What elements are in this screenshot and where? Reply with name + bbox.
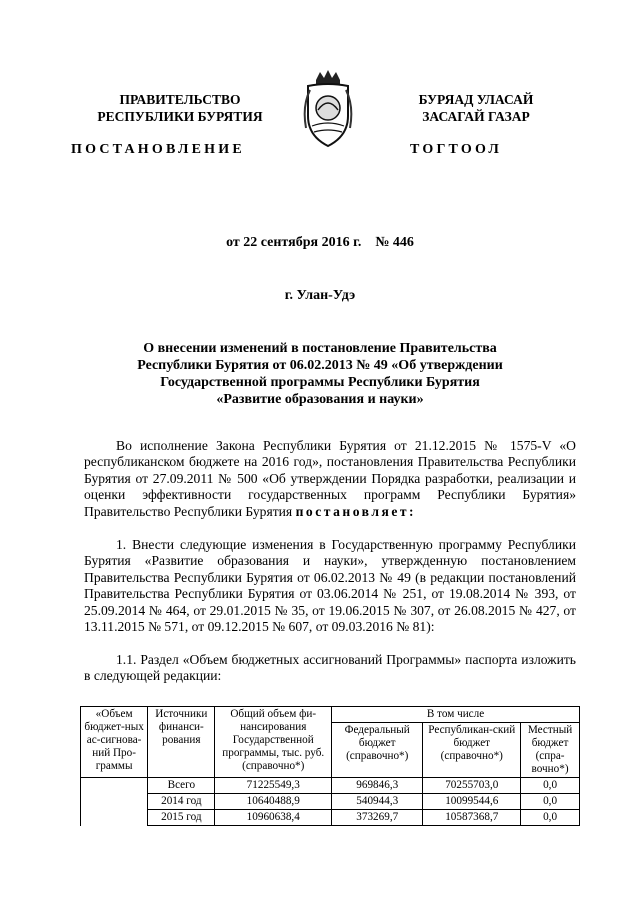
table-cell-local: 0,0 bbox=[521, 810, 580, 826]
table-cell-republic: 70255703,0 bbox=[423, 778, 521, 794]
city: г. Улан-Удэ bbox=[284, 288, 356, 303]
doc-type-right: ТОГТООЛ bbox=[410, 142, 503, 157]
table-header-col3: Общий объем фи-нансирования Государственной программы, тыс. руб. (справочно*) bbox=[215, 707, 332, 778]
table-row bbox=[81, 810, 580, 826]
table-cell-republic: 10099544,6 bbox=[423, 794, 521, 810]
doc-type-left: ПОСТАНОВЛЕНИЕ bbox=[71, 142, 245, 157]
header-right bbox=[376, 91, 576, 125]
preamble-resolves: постановляет: bbox=[295, 503, 417, 519]
table-cell-republic: 10587368,7 bbox=[423, 810, 521, 826]
paragraph-preamble bbox=[84, 438, 576, 520]
table-cell-label: 2014 год bbox=[148, 794, 215, 810]
header-left bbox=[80, 91, 280, 125]
table-header-col4: Федеральный бюджет (справочно*) bbox=[332, 723, 423, 778]
coat-of-arms-icon bbox=[298, 66, 358, 156]
table-cell-local: 0,0 bbox=[521, 778, 580, 794]
table-header-col5: Республикан-ский бюджет (справочно*) bbox=[423, 723, 521, 778]
paragraph-item-1-1: 1.1. Раздел «Объем бюджетных ассигнований Программы» паспорта изложить в следующей редакции: bbox=[84, 652, 576, 684]
table-cell-empty bbox=[81, 778, 148, 826]
table-cell-federal: 373269,7 bbox=[332, 810, 423, 826]
preamble-text: Во исполнение Закона Республики Бурятия от 21.12.2015 № 1575-V «О республиканском бюджете на 2016 год», постановления Правительства Республики Бурятия от 27.09.2011 № 500 «Об утверждении Порядка разработки, реализации и оценки эффективности государственных программ Республики Бурятия» Правительство Республики Бурятия bbox=[84, 438, 576, 519]
table-cell-total: 71225549,3 bbox=[215, 778, 332, 794]
table-header-col6: Местный бюджет (спра-вочно*) bbox=[521, 723, 580, 778]
header-left-line1: ПРАВИТЕЛЬСТВО bbox=[119, 92, 241, 107]
title-line4: «Развитие образования и науки» bbox=[216, 392, 424, 407]
table-cell-federal: 969846,3 bbox=[332, 778, 423, 794]
table-cell-label: Всего bbox=[148, 778, 215, 794]
title-line3: Государственной программы Республики Бурятия bbox=[160, 375, 480, 390]
table-header-col1: «Объем бюджет-ных ас-сигнова-ний Про-граммы bbox=[81, 707, 148, 778]
paragraph-item-1: 1. Внести следующие изменения в Государственную программу Республики Бурятия «Развитие образования и науки», утвержденную постановлением Правительства Республики Бурятия от 06.02.2013 № 49 (в редакции постановлений Правительства Республики Бурятия от 03.06.2014 № 251, от 19.08.2014 № 393, от 25.09.2014 № 464, от 29.01.2015 № 35, от 19.06.2015 № 307, от 26.08.2015 № 427, от 13.11.2015 № 571, от 09.12.2015 № 607, от 09.03.2016 № 81): bbox=[84, 537, 576, 635]
budget-table bbox=[80, 706, 580, 826]
header-right-line1: БУРЯАД УЛАСАЙ bbox=[418, 92, 534, 107]
title-line2: Республики Бурятия от 06.02.2013 № 49 «Об утверждении bbox=[137, 358, 503, 373]
title-line1: О внесении изменений в постановление Правительства bbox=[143, 341, 497, 356]
table-cell-label: 2015 год bbox=[148, 810, 215, 826]
header-right-line2: ЗАСАГАЙ ГАЗАР bbox=[422, 109, 530, 124]
table-row bbox=[81, 778, 580, 794]
table-cell-federal: 540944,3 bbox=[332, 794, 423, 810]
table-cell-total: 10960638,4 bbox=[215, 810, 332, 826]
header-left-line2: РЕСПУБЛИКИ БУРЯТИЯ bbox=[97, 109, 263, 124]
date-number: от 22 сентября 2016 г. № 446 bbox=[226, 235, 414, 250]
table-header-group: В том числе bbox=[332, 707, 580, 723]
table-header-row bbox=[81, 707, 580, 723]
document-title bbox=[60, 340, 580, 408]
table-cell-total: 10640488,9 bbox=[215, 794, 332, 810]
table-header-col2: Источники финанси-рования bbox=[148, 707, 215, 778]
table-row bbox=[81, 794, 580, 810]
table-cell-local: 0,0 bbox=[521, 794, 580, 810]
